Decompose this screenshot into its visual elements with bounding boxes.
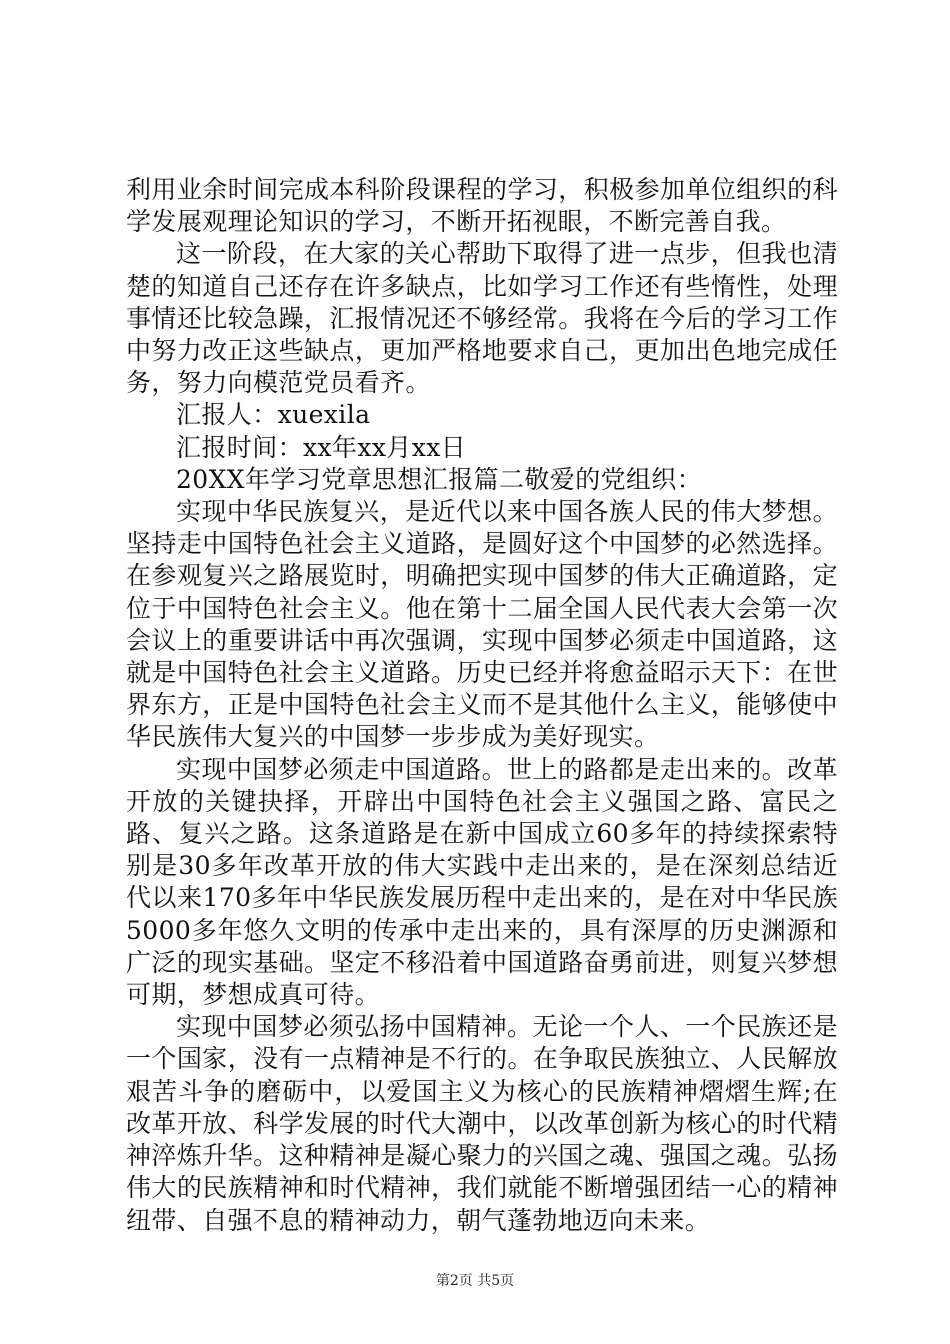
paragraph-chinese-dream: 实现中华民族复兴，是近代以来中国各族人民的伟大梦想。坚持走中国特色社会主义道路，是圆好这个中国梦的必然选择。在参观复兴之路展览时，明确把实现中国梦的伟大正确道路，定位于中国特色社会主义。他在第十二届全国人民代表大会第一次会议上的重要讲话中再次强调，实现中国梦必须走中国道路，这就是中国特色社会主义道路。历史已经并将愈益昭示天下：在世界东方，正是中国特色社会主义而不是其他什么主义，能够使中华民族伟大复兴的中国梦一步步成为美好现实。 bbox=[126, 497, 838, 752]
page-number-footer: 第2页 共5页 bbox=[435, 1273, 515, 1289]
paragraph-chinese-road: 实现中国梦必须走中国道路。世上的路都是走出来的。改革开放的关键抉择，开辟出中国特色社会主义强国之路、富民之路、复兴之路。这条道路是在新中国成立60多年的持续探索特别是30多年改革开放的伟大实践中走出来的，是在深刻总结近代以来170多年中华民族发展历程中走出来的，是在对中华民族5000多年悠久文明的传承中走出来的，具有深厚的历史渊源和广泛的现实基础。坚定不移沿着中国道路奋勇前进，则复兴梦想可期，梦想成真可待。 bbox=[126, 754, 838, 1010]
paragraph-study: 利用业余时间完成本科阶段课程的学习，积极参加单位组织的科学发展观理论知识的学习，不断开拓视眼，不断完善自我。 bbox=[126, 175, 838, 237]
section-heading-line: 20XX年学习党章思想汇报篇二敬爱的党组织： bbox=[176, 464, 703, 494]
document-body bbox=[126, 174, 838, 1237]
report-date-line: 汇报时间：xx年xx月xx日 bbox=[176, 432, 467, 462]
paragraph-chinese-spirit: 实现中国梦必须弘扬中国精神。无论一个人、一个民族还是一个国家，没有一点精神是不行的。在争取民族独立、人民解放艰苦斗争的磨砺中，以爱国主义为核心的民族精神熠熠生辉;在改革开放、科学发展的时代大潮中，以改革创新为核心的时代精神淬炼升华。这种精神是凝心聚力的兴国之魂、强国之魂。弘扬伟大的民族精神和时代精神，我们就能不断增强团结一心的精神纽带、自强不息的精神动力，朝气蓬勃地迈向未来。 bbox=[126, 1012, 838, 1235]
paragraph-self-assessment: 这一阶段，在大家的关心帮助下取得了进一点步，但我也清楚的知道自己还存在许多缺点，比如学习工作还有些惰性，处理事情还比较急躁，汇报情况还不够经常。我将在今后的学习工作中努力改正这些缺点，更加严格地要求自己，更加出色地完成任务，努力向模范党员看齐。 bbox=[126, 239, 838, 398]
reporter-line: 汇报人：xuexila bbox=[176, 400, 371, 430]
